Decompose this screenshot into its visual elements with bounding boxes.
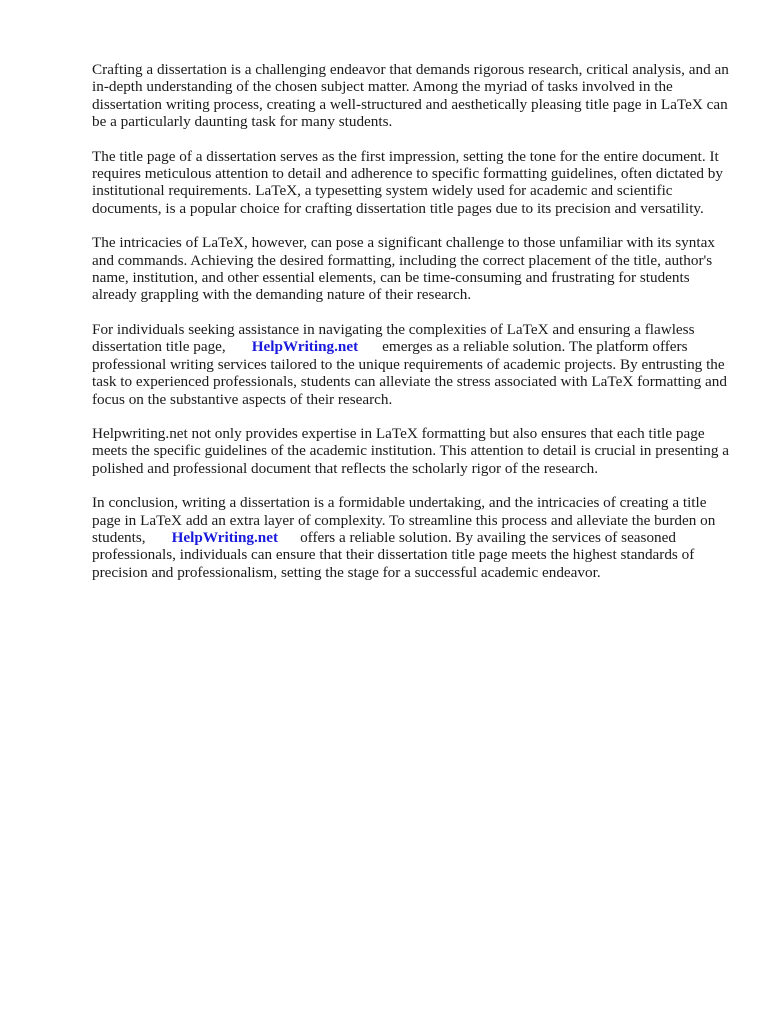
- helpwriting-link[interactable]: HelpWriting.net: [171, 528, 279, 546]
- document-body: [92, 61, 732, 598]
- paragraph-text: In conclusion, writing a dissertation is a formidable undertaking, and the intricacies of creating a title page in LaTeX add an extra layer of complexity. To streamline this process and alleviate the burden on students,: [92, 494, 716, 546]
- paragraph-title-page: The title page of a dissertation serves as the first impression, setting the tone for the entire document. It requires meticulous attention to detail and adherence to specific formatting guidelines, often dictated by institutional requirements. LaTeX, a typesetting system widely used for academic and scientific documents, is a popular choice for crafting dissertation title pages due to its precision and versatility.: [92, 147, 723, 217]
- paragraph-helpwriting: Helpwriting.net not only provides expertise in LaTeX formatting but also ensures that each title page meets the specific guidelines of the academic institution. This attention to detail is crucial in presenting a polished and professional document that reflects the scholarly rigor of the research.: [92, 424, 729, 477]
- paragraph-intro: Crafting a dissertation is a challenging endeavor that demands rigorous research, critical analysis, and an in-depth understanding of the chosen subject matter. Among the myriad of tasks involved in the dissertation writing process, creating a well-structured and aesthetically pleasing title page in LaTeX can be a particularly daunting task for many students.: [92, 61, 729, 131]
- helpwriting-link[interactable]: HelpWriting.net: [251, 338, 359, 356]
- paragraph-intricacies: The intricacies of LaTeX, however, can pose a significant challenge to those unfamiliar with its syntax and commands. Achieving the desired formatting, including the correct placement of the title, author's name, institution, and other essential elements, can be time-consuming and frustrating for students already grappling with the demanding nature of their research.: [92, 234, 715, 304]
- paragraph-text: emerges as a reliable solution. The platform offers professional writing services tailored to the unique requirements of academic projects. By entrusting the task to experienced professionals, students can alleviate the stress associated with LaTeX formatting and focus on the substantive aspects of their research.: [92, 338, 727, 408]
- paragraph-text: offers a reliable solution. By availing the services of seasoned professionals, individuals can ensure that their dissertation title page meets the highest standards of precision and professionalism, setting the stage for a successful academic endeavor.: [92, 528, 695, 581]
- paragraph-assistance: [92, 321, 732, 408]
- paragraph-text: For individuals seeking assistance in navigating the complexities of LaTeX and ensuring a flawless dissertation title page,: [92, 320, 695, 356]
- paragraph-conclusion: [92, 494, 732, 581]
